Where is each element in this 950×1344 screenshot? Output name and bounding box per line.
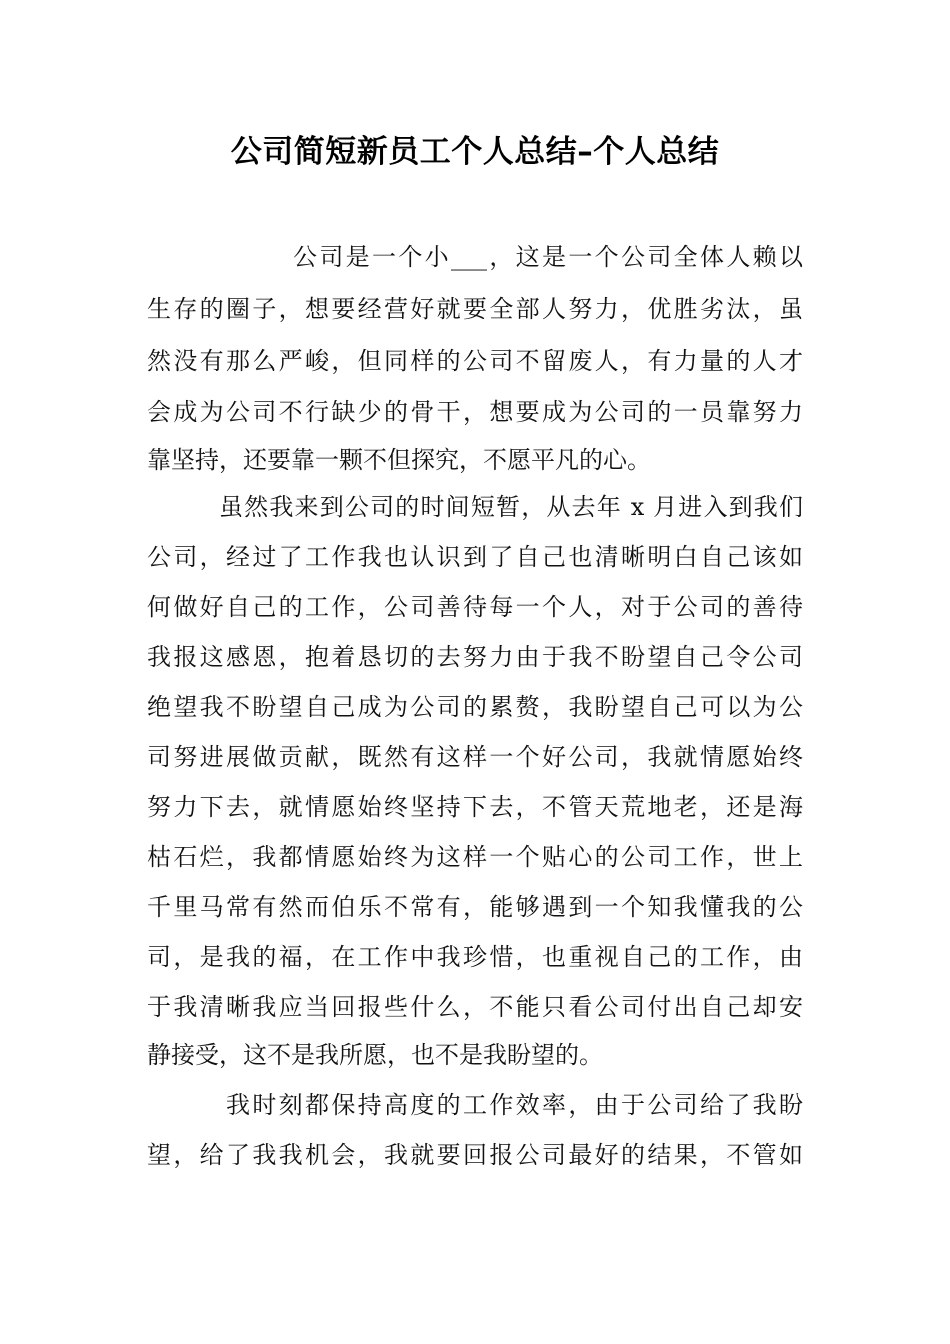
paragraph-line: 何做好自己的工作，公司善待每一个人，对于公司的善待 [147, 593, 803, 621]
paragraph-line: 靠坚持，还要靠一颗不但探究，不愿平凡的心。 [147, 446, 651, 474]
paragraph-line: 司努进展做贡献，既然有这样一个好公司，我就情愿始终 [147, 743, 803, 771]
paragraph-line: 我时刻都保持高度的工作效率，由于公司给了我盼 [226, 1091, 803, 1119]
paragraph-line: 公司，经过了工作我也认识到了自己也清晰明白自己该如 [147, 543, 803, 571]
paragraph-line: 枯石烂，我都情愿始终为这样一个贴心的公司工作，世上 [147, 843, 803, 871]
document-title: 公司简短新员工个人总结–个人总结 [230, 134, 720, 170]
paragraph-line: 绝望我不盼望自己成为公司的累赘，我盼望自己可以为公 [147, 693, 803, 721]
paragraph-line: 静接受，这不是我所愿，也不是我盼望的。 [147, 1041, 603, 1069]
paragraph-line: 会成为公司不行缺少的骨干，想要成为公司的一员靠努力 [147, 398, 803, 426]
paragraph-line: 司，是我的福，在工作中我珍惜，也重视自己的工作，由 [147, 943, 803, 971]
paragraph-line: 千里马常有然而伯乐不常有，能够遇到一个知我懂我的公 [147, 893, 803, 921]
paragraph-line: 努力下去，就情愿始终坚持下去，不管天荒地老，还是海 [147, 793, 803, 821]
paragraph-line: 望，给了我我机会，我就要回报公司最好的结果，不管如 [147, 1141, 803, 1169]
paragraph-line: 虽然我来到公司的时间短暂，从去年 x 月进入到我们 [219, 493, 803, 521]
paragraph-line: 我报这感恩，抱着恳切的去努力由于我不盼望自己令公司 [147, 643, 803, 671]
paragraph-line: 生存的圈子，想要经营好就要全部人努力，优胜劣汰，虽 [147, 295, 803, 323]
paragraph-line: 于我清晰我应当回报些什么，不能只看公司付出自己却安 [147, 993, 803, 1021]
paragraph-line: 公司是一个小___，这是一个公司全体人赖以 [293, 243, 803, 271]
paragraph-line: 然没有那么严峻，但同样的公司不留废人，有力量的人才 [147, 347, 803, 375]
